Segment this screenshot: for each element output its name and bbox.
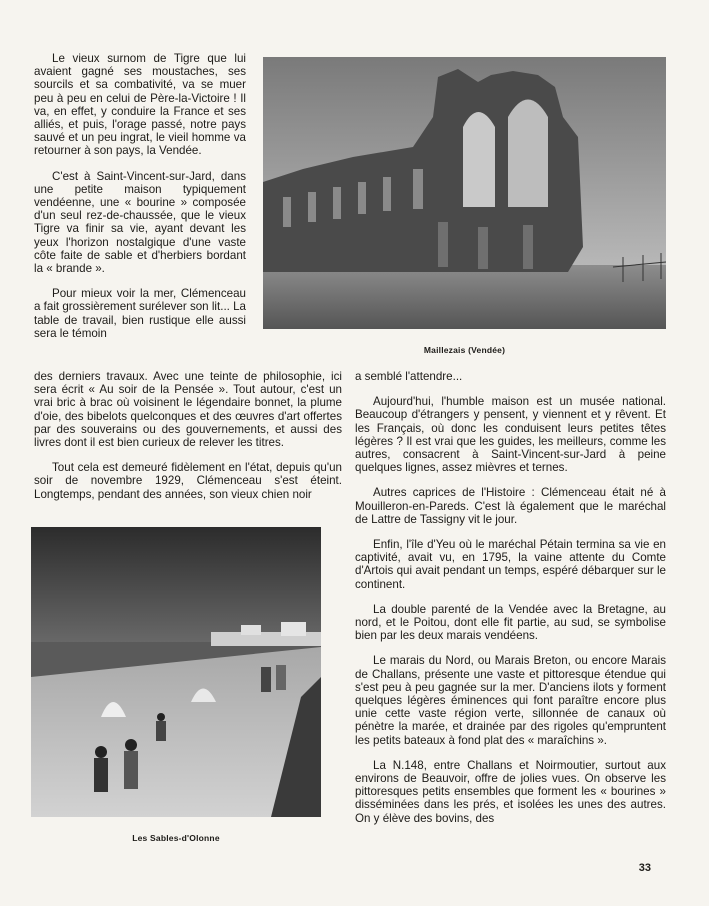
paragraph-travaux: des derniers travaux. Avec une teinte de philosophie, ici sera écrit « Au soir de la Pensée ». Tout autour, c'est un vrai bric à brac où voisinent le légendaire bonnet, la plume d'oie, des bibelots quelconques et des œuvres d'art offertes par des souverains ou des gouvernements, et aussi des livres dont il est bien curieux de relever les titres. [34, 370, 342, 450]
paragraph-fidelement: Tout cela est demeuré fidèlement en l'état, depuis qu'un soir de novembre 1929, Clémenceau s'est éteint. Longtemps, pendant des années, son vieux chien noir [34, 461, 342, 501]
page-number: 33 [638, 862, 651, 874]
right-column [355, 370, 666, 825]
left-top-column [34, 52, 246, 340]
paragraph-double-parente: La double parenté de la Vendée avec la Bretagne, au nord, et le Poitou, dont elle fit partie, au sud, se symbolise bien par les deux marais vendéens. [355, 602, 666, 643]
paragraph-saint-vincent: C'est à Saint-Vincent-sur-Jard, dans une petite maison typiquement vendéenne, une « bourine » composée d'un seul rez-de-chaussée, que le vieux Tigre va finir sa vie, ayant devant les yeux l'horizon nostalgique d'une vaste côte faite de sable et d'herbiers bordant la « brande ». [34, 169, 246, 276]
maillezais-abbey-photo [263, 57, 666, 329]
paragraph-ile-yeu: Enfin, l'île d'Yeu où le maréchal Pétain termina sa vie en captivité, avait vu, en 1795, la vaine attente du Comte d'Artois qui avait pendant un temps, espéré débarquer sur le continent. [355, 538, 666, 591]
paragraph-tigre: Le vieux surnom de Tigre que lui avaient gagné ses moustaches, ses sourcils et sa combativité, va se muer peu à peu en celui de Père-la-Victoire ! Il va, en effet, y conduire la France et ses alliés, et puis, l'orage passé, notre pays sauvé et un peu ingrat, le vieil homme va retourner à son pays, la Vendée. [34, 52, 246, 158]
maillezais-caption: Maillezais (Vendée) [423, 345, 506, 355]
sables-dolonne-caption: Les Sables-d'Olonne [132, 833, 220, 843]
paragraph-musee: Aujourd'hui, l'humble maison est un musée national. Beaucoup d'étrangers y pensent, y viennent et y rêvent. Et les Français, où donc les conduisent leurs petites têtes légères ? Il est vrai que les guides, les meilleurs, comme les autres, consacrent à Saint-Vincent-sur-Jard à peine quelques lignes, assez mièvres et ternes. [355, 395, 666, 475]
sables-dolonne-beach-photo [31, 527, 321, 817]
paragraph-n148: La N.148, entre Challans et Noirmoutier, surtout aux environs de Beauvoir, offre de jolies vues. On observe les pittoresques petits ensembles que forment les « bourines » disséminées dans les prés, et isolées les unes des autres. On y élève des bovins, des [355, 758, 666, 825]
paragraph-caprices: Autres caprices de l'Histoire : Clémenceau était né à Mouilleron-en-Pareds. C'est là également que le maréchal de Lattre de Tassigny vit le jour. [355, 486, 666, 526]
paragraph-voir-la-mer: Pour mieux voir la mer, Clémenceau a fait grossièrement surélever son lit... La table de travail, bien rustique elle aussi sera le témoin [34, 287, 247, 340]
paragraph-attendre: a semblé l'attendre... [355, 370, 463, 383]
left-wide-column [34, 370, 342, 501]
paragraph-marais-nord: Le marais du Nord, ou Marais Breton, ou encore Marais de Challans, présente une vaste et pittoresque étendue qui s'est peu à peu gagnée sur la mer. D'anciens ilots y forment quelques légères éminences qui font paraître encore plus unie cette vaste région verte, sillonnée de canaux où pénètre la marée, et drainée par des rigoles qu'empruntent les petits bateaux à fond plat des « maraîchins ». [355, 654, 666, 747]
